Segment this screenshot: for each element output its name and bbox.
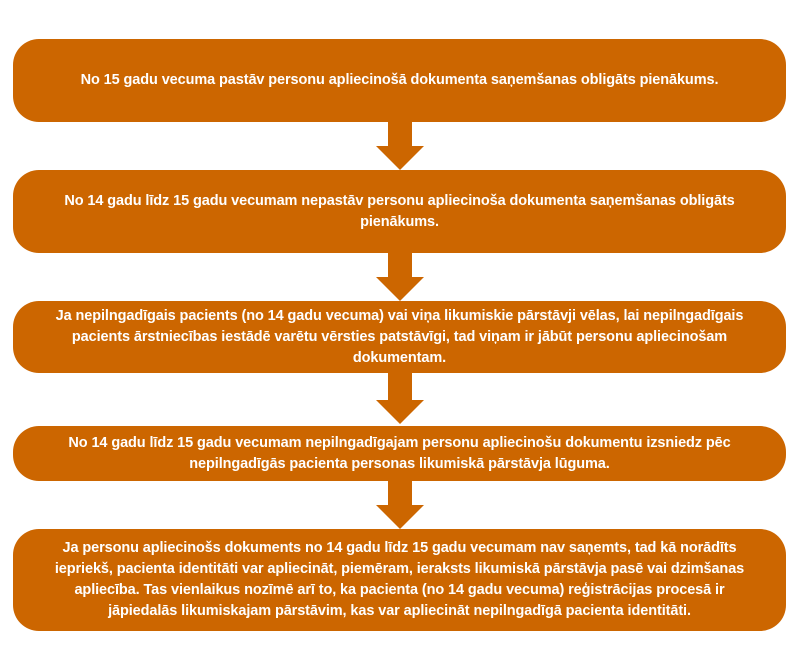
down-arrow-icon bbox=[376, 122, 424, 170]
down-arrow-icon bbox=[376, 253, 424, 301]
flow-step-5 bbox=[13, 529, 786, 631]
flow-step-3-text: Ja nepilngadīgais pacients (no 14 gadu vecuma) vai viņa likumiskie pārstāvji vēlas, lai nepilngadīgais pacients ārstniecības iestādē varētu vērsties patstāvīgi, tad viņam ir jābūt personu apliecinošam dokumentam. bbox=[55, 307, 744, 366]
flow-step-3 bbox=[13, 301, 786, 373]
down-arrow-icon bbox=[376, 481, 424, 529]
flow-step-2 bbox=[13, 170, 786, 253]
flow-step-4 bbox=[13, 426, 786, 481]
flow-step-1 bbox=[13, 39, 786, 122]
flow-step-2-text: No 14 gadu līdz 15 gadu vecumam nepastāv personu apliecinoša dokumenta saņemšanas obligāts pienākums. bbox=[64, 192, 735, 230]
flow-step-5-text: Ja personu apliecinošs dokuments no 14 gadu līdz 15 gadu vecumam nav saņemts, tad kā norādīts iepriekš, pacienta identitāti var apliecināt, piemēram, ieraksts likumiskā pārstāvja pasē vai dzimšanas apliecība. Tas vienlaikus nozīmē arī to, ka pacienta (no 14 gadu vecuma) reģistrācijas procesā ir jāpiedalās likumiskajam pārstāvim, kas var apliecināt nepilngadīgā pacienta identitāti. bbox=[54, 540, 745, 619]
flow-step-1-text: No 15 gadu vecuma pastāv personu apliecinošā dokumenta saņemšanas obligāts pienākums. bbox=[80, 72, 719, 88]
down-arrow-icon bbox=[376, 373, 424, 425]
flow-step-4-text: No 14 gadu līdz 15 gadu vecumam nepilngadīgajam personu apliecinošu dokumentu izsniedz pēc nepilngadīgās pacienta personas likumiskā pārstāvja lūguma. bbox=[68, 434, 731, 472]
